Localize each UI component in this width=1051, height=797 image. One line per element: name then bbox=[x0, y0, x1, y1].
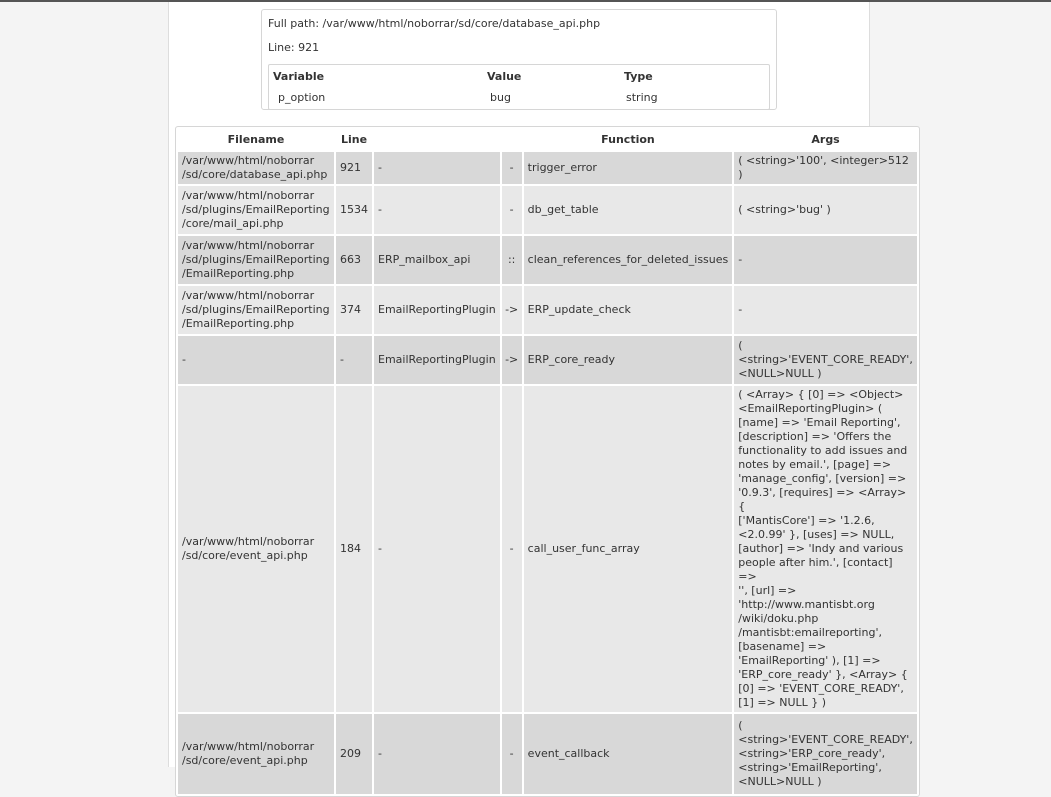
function-cell: ERP_update_check bbox=[524, 286, 733, 334]
call-type-cell: -> bbox=[502, 286, 522, 334]
stack-trace-row bbox=[178, 236, 917, 284]
filename-cell: - bbox=[178, 336, 334, 384]
line-cell: 374 bbox=[336, 286, 372, 334]
filename-cell: /var/www/html/noborrar /sd/core/event_api.php bbox=[178, 386, 334, 712]
filename-header: Filename bbox=[178, 129, 334, 150]
line-cell: - bbox=[336, 336, 372, 384]
line-header: Line bbox=[336, 129, 372, 150]
call-type-cell: - bbox=[502, 152, 522, 184]
class-cell: - bbox=[374, 186, 500, 234]
error-info-panel bbox=[261, 9, 777, 110]
call-type-cell: -> bbox=[502, 336, 522, 384]
args-header: Args bbox=[734, 129, 917, 150]
call-type-cell: - bbox=[502, 186, 522, 234]
error-line: Line: 921 bbox=[268, 41, 320, 54]
function-cell: clean_references_for_deleted_issues bbox=[524, 236, 733, 284]
class-cell: - bbox=[374, 714, 500, 794]
stack-trace-row bbox=[178, 386, 917, 712]
args-cell: - bbox=[734, 236, 917, 284]
class-cell: - bbox=[374, 386, 500, 712]
args-cell: ( <string>'100', <integer>512 ) bbox=[734, 152, 917, 184]
class-header bbox=[374, 129, 500, 150]
args-cell: ( <string>'bug' ) bbox=[734, 186, 917, 234]
stack-trace-row bbox=[178, 286, 917, 334]
variable-value: bug bbox=[490, 91, 511, 104]
stack-trace-table bbox=[176, 127, 919, 796]
stack-trace-row bbox=[178, 152, 917, 184]
args-cell: ( <string>'EVENT_CORE_READY', <NULL>NULL ) bbox=[734, 336, 917, 384]
stack-trace-header-row bbox=[178, 129, 917, 150]
value-header: Value bbox=[487, 70, 522, 83]
full-path: Full path: /var/www/html/noborrar/sd/core/database_api.php bbox=[268, 17, 601, 30]
variable-name: p_option bbox=[278, 91, 326, 104]
filename-cell: /var/www/html/noborrar /sd/core/event_api.php bbox=[178, 714, 334, 794]
args-cell: - bbox=[734, 286, 917, 334]
call-type-header bbox=[502, 129, 522, 150]
function-header: Function bbox=[524, 129, 733, 150]
line-cell: 663 bbox=[336, 236, 372, 284]
args-cell: ( <string>'EVENT_CORE_READY', <string>'ERP_core_ready', <string>'EmailReporting', <NULL>NULL ) bbox=[734, 714, 917, 794]
class-cell: ERP_mailbox_api bbox=[374, 236, 500, 284]
class-cell: EmailReportingPlugin bbox=[374, 336, 500, 384]
function-cell: ERP_core_ready bbox=[524, 336, 733, 384]
function-cell: event_callback bbox=[524, 714, 733, 794]
function-cell: trigger_error bbox=[524, 152, 733, 184]
line-cell: 209 bbox=[336, 714, 372, 794]
stack-trace-panel bbox=[175, 126, 920, 797]
stack-trace-body bbox=[178, 152, 917, 794]
call-type-cell: - bbox=[502, 714, 522, 794]
class-cell: EmailReportingPlugin bbox=[374, 286, 500, 334]
filename-cell: /var/www/html/noborrar /sd/plugins/EmailReporting /EmailReporting.php bbox=[178, 286, 334, 334]
function-cell: call_user_func_array bbox=[524, 386, 733, 712]
stack-trace-row bbox=[178, 714, 917, 794]
filename-cell: /var/www/html/noborrar /sd/plugins/EmailReporting /EmailReporting.php bbox=[178, 236, 334, 284]
function-cell: db_get_table bbox=[524, 186, 733, 234]
class-cell: - bbox=[374, 152, 500, 184]
stack-trace-row bbox=[178, 336, 917, 384]
line-cell: 184 bbox=[336, 386, 372, 712]
variable-header: Variable bbox=[273, 70, 325, 83]
variable-type: string bbox=[626, 91, 658, 104]
type-header: Type bbox=[624, 70, 653, 83]
line-cell: 1534 bbox=[336, 186, 372, 234]
filename-cell: /var/www/html/noborrar /sd/core/database_api.php bbox=[178, 152, 334, 184]
call-type-cell: - bbox=[502, 386, 522, 712]
call-type-cell: :: bbox=[502, 236, 522, 284]
filename-cell: /var/www/html/noborrar /sd/plugins/EmailReporting /core/mail_api.php bbox=[178, 186, 334, 234]
stack-trace-row bbox=[178, 186, 917, 234]
args-cell: ( <Array> { [0] => <Object> <EmailReportingPlugin> ( [name] => 'Email Reporting', [description] => 'Offers the functionality to add issues and notes by email.', [page] => 'manage_config', [version] => '0.9.3', [requires] => <Array> { ['MantisCore'] => '1.2.6, <2.0.99' }, [uses] => NULL, [author] => 'Indy and various people after him.', [contact] => '', [url] => 'http://www.mantisbt.org /wiki/doku.php /mantisbt:emailreporting', [basename] => 'EmailReporting' ), [1] => 'ERP_core_ready' }, <Array> { [0] => 'EVENT_CORE_READY', [1] => NULL } ) bbox=[734, 386, 917, 712]
line-cell: 921 bbox=[336, 152, 372, 184]
variables-table bbox=[268, 64, 770, 110]
